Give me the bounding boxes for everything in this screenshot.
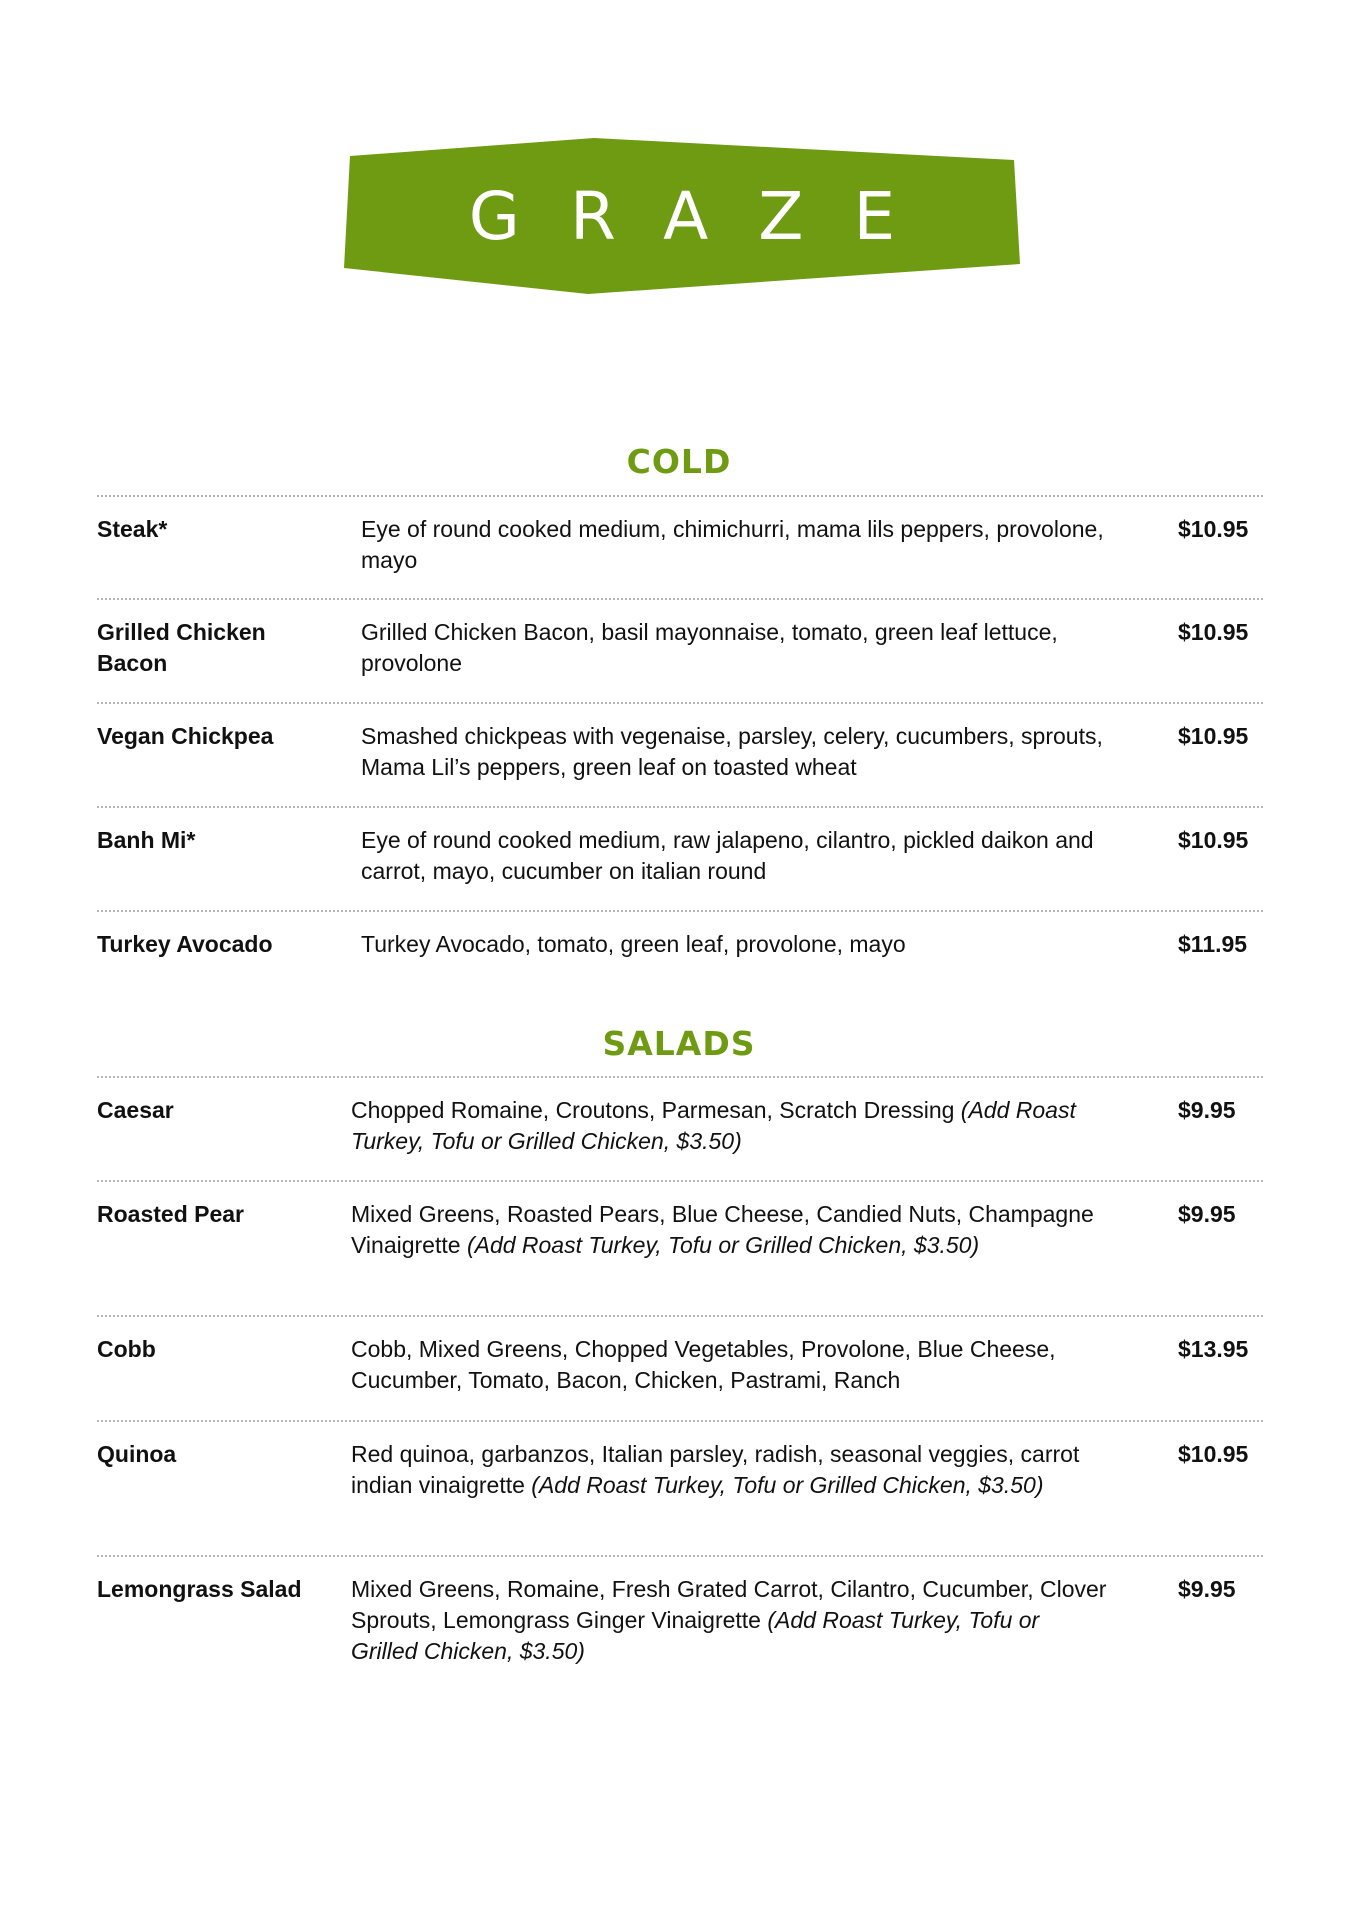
description-addon: (Add Roast Turkey, Tofu or Grilled Chicken, $3.50)	[531, 1472, 1044, 1498]
menu-item-price: $10.95	[1178, 1441, 1249, 1467]
menu-item-price: $11.95	[1178, 931, 1248, 957]
menu-item-name: Turkey Avocado	[97, 931, 273, 957]
description-addon: (Add Roast Turkey, Tofu or Grilled Chicken, $3.50)	[351, 1097, 1076, 1154]
menu-item-price: $9.95	[1178, 1576, 1236, 1602]
menu-item-price: $10.95	[1178, 723, 1249, 749]
description-text: Mixed Greens, Roasted Pears, Blue Cheese, Candied Nuts, Champagne Vinaigrette	[351, 1201, 1094, 1258]
item-divider	[97, 1315, 1263, 1317]
menu-item-description	[361, 514, 1121, 576]
menu-item-name: Banh Mi*	[97, 827, 196, 853]
description-text: Chopped Romaine, Croutons, Parmesan, Scratch Dressing	[351, 1097, 961, 1123]
logo-wordmark: GRAZE	[468, 177, 946, 255]
description-text: Turkey Avocado, tomato, green leaf, provolone, mayo	[361, 931, 906, 957]
menu-item-price: $10.95	[1178, 827, 1249, 853]
section-divider	[97, 1076, 1263, 1078]
description-text: Smashed chickpeas with vegenaise, parsley, celery, cucumbers, sprouts, Mama Lil’s peppers, green leaf on toasted wheat	[361, 723, 1103, 780]
menu-item-description	[351, 1574, 1111, 1667]
menu-item-description	[351, 1334, 1111, 1396]
menu-item-name: Vegan Chickpea	[97, 723, 274, 749]
menu-item-price: $13.95	[1178, 1336, 1249, 1362]
section-title-salads: SALADS	[602, 1024, 756, 1063]
item-divider	[97, 1180, 1263, 1182]
item-divider	[97, 1555, 1263, 1557]
section-title-cold: COLD	[626, 442, 732, 481]
item-divider	[97, 910, 1263, 912]
menu-item-description	[361, 721, 1121, 783]
menu-item-description	[361, 617, 1121, 679]
description-text: Eye of round cooked medium, raw jalapeno, cilantro, pickled daikon and carrot, mayo, cucumber on italian round	[361, 827, 1094, 884]
menu-item-price: $9.95	[1178, 1097, 1236, 1123]
description-text: Grilled Chicken Bacon, basil mayonnaise, tomato, green leaf lettuce, provolone	[361, 619, 1058, 676]
menu-item-description	[351, 1199, 1111, 1261]
menu-item-name: Roasted Pear	[97, 1201, 245, 1227]
item-divider	[97, 702, 1263, 704]
description-text: Eye of round cooked medium, chimichurri, mama lils peppers, provolone, mayo	[361, 516, 1104, 573]
item-divider	[97, 806, 1263, 808]
menu-item-name: Grilled Chicken Bacon	[97, 619, 266, 676]
menu-item-description	[351, 1439, 1111, 1501]
menu-item-price: $10.95	[1178, 516, 1249, 542]
description-addon: (Add Roast Turkey, Tofu or Grilled Chicken, $3.50)	[351, 1607, 1040, 1664]
menu-item-name: Quinoa	[97, 1441, 177, 1467]
description-text: Mixed Greens, Romaine, Fresh Grated Carrot, Cilantro, Cucumber, Clover Sprouts, Lemongrass Ginger Vinaigrette	[351, 1576, 1107, 1633]
menu-item-description	[351, 1095, 1111, 1157]
menu-item-name: Lemongrass Salad	[97, 1576, 302, 1602]
menu-item-description	[361, 825, 1121, 887]
description-text: Cobb, Mixed Greens, Chopped Vegetables, Provolone, Blue Cheese, Cucumber, Tomato, Bacon, Chicken, Pastrami, Ranch	[351, 1336, 1056, 1393]
item-divider	[97, 1420, 1263, 1422]
menu-item-price: $10.95	[1178, 619, 1249, 645]
menu-item-name: Steak*	[97, 516, 168, 542]
item-divider	[97, 598, 1263, 600]
section-divider	[97, 495, 1263, 497]
graze-logo	[344, 138, 1020, 294]
description-addon: (Add Roast Turkey, Tofu or Grilled Chicken, $3.50)	[466, 1232, 980, 1258]
description-text: Red quinoa, garbanzos, Italian parsley, radish, seasonal veggies, carrot indian vinaigrette	[351, 1441, 1080, 1498]
menu-item-description	[361, 929, 1121, 960]
menu-item-name: Caesar	[97, 1097, 174, 1123]
menu-item-name: Cobb	[97, 1336, 156, 1362]
menu-item-price: $9.95	[1178, 1201, 1236, 1227]
